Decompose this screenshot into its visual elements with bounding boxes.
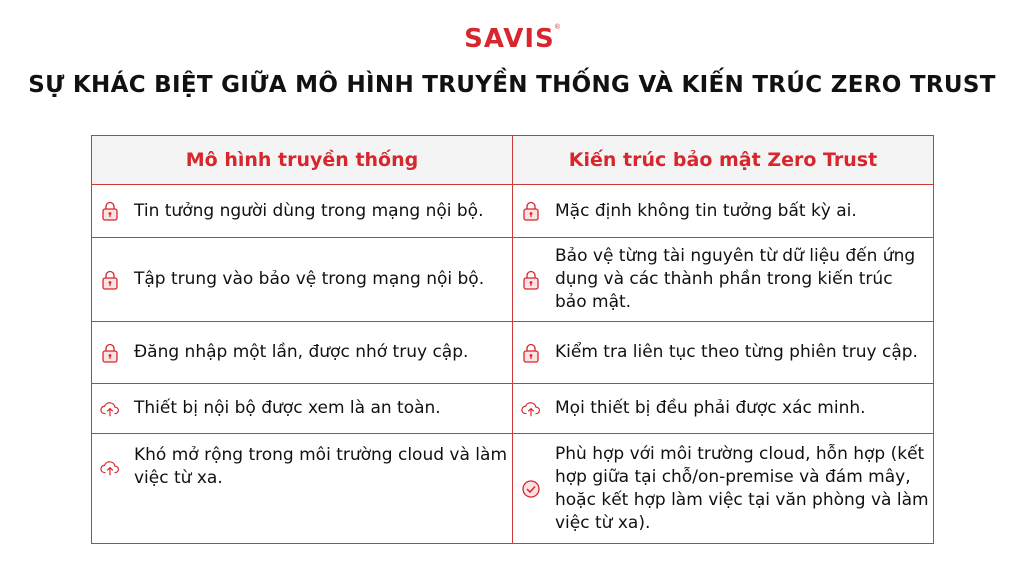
- lock-icon: [521, 343, 541, 363]
- cell-zero-trust: [513, 434, 934, 544]
- table-row: [92, 185, 934, 238]
- cell-traditional: [92, 322, 513, 384]
- cell-zero-trust: [513, 384, 934, 434]
- comparison-table: [91, 135, 934, 544]
- registered-mark: ®: [554, 24, 560, 31]
- cloud-upload-icon: [100, 458, 120, 478]
- lock-icon: [100, 343, 120, 363]
- cell-zero-trust: [513, 238, 934, 322]
- cell-text: Mọi thiết bị đều phải được xác minh.: [555, 398, 866, 418]
- table-row: [92, 322, 934, 384]
- table-row: [92, 384, 934, 434]
- cell-text: Phù hợp với môi trường cloud, hỗn hợp (kết hợp giữa tại chỗ/on-premise và đám mây, hoặc kết hợp làm việc tại văn phòng và làm việc từ xa).: [555, 443, 929, 533]
- cell-text: Khó mở rộng trong môi trường cloud và làm việc từ xa.: [134, 445, 508, 488]
- check-circle-icon: [521, 479, 541, 499]
- header-traditional: Mô hình truyền thống: [92, 136, 513, 185]
- cell-zero-trust: [513, 185, 934, 238]
- cell-traditional: [92, 185, 513, 238]
- cell-text: Bảo vệ từng tài nguyên từ dữ liệu đến ứng dụng và các thành phần trong kiến trúc bảo mật.: [555, 246, 916, 312]
- table-row: [92, 434, 934, 544]
- lock-icon: [100, 201, 120, 221]
- cloud-upload-icon: [100, 399, 120, 419]
- lock-icon: [521, 201, 541, 221]
- brand-logo: [0, 24, 1024, 54]
- cell-traditional: [92, 434, 513, 544]
- cell-text: Thiết bị nội bộ được xem là an toàn.: [134, 398, 441, 418]
- header-zero-trust: Kiến trúc bảo mật Zero Trust: [513, 136, 934, 185]
- page-title: SỰ KHÁC BIỆT GIỮA MÔ HÌNH TRUYỀN THỐNG VÀ KIẾN TRÚC ZERO TRUST: [28, 72, 996, 98]
- table-row: [92, 238, 934, 322]
- cell-traditional: [92, 384, 513, 434]
- cell-text: Đăng nhập một lần, được nhớ truy cập.: [134, 342, 469, 362]
- lock-icon: [521, 270, 541, 290]
- cell-traditional: [92, 238, 513, 322]
- cell-text: Mặc định không tin tưởng bất kỳ ai.: [555, 200, 857, 221]
- cell-text: Kiểm tra liên tục theo từng phiên truy cập.: [555, 342, 918, 362]
- brand-name: SAVIS: [464, 24, 555, 54]
- cell-text: Tập trung vào bảo vệ trong mạng nội bộ.: [134, 269, 485, 289]
- table-header-row: [92, 136, 934, 185]
- cell-text: Tin tưởng người dùng trong mạng nội bộ.: [134, 200, 484, 221]
- lock-icon: [100, 270, 120, 290]
- cell-zero-trust: [513, 322, 934, 384]
- cloud-upload-icon: [521, 399, 541, 419]
